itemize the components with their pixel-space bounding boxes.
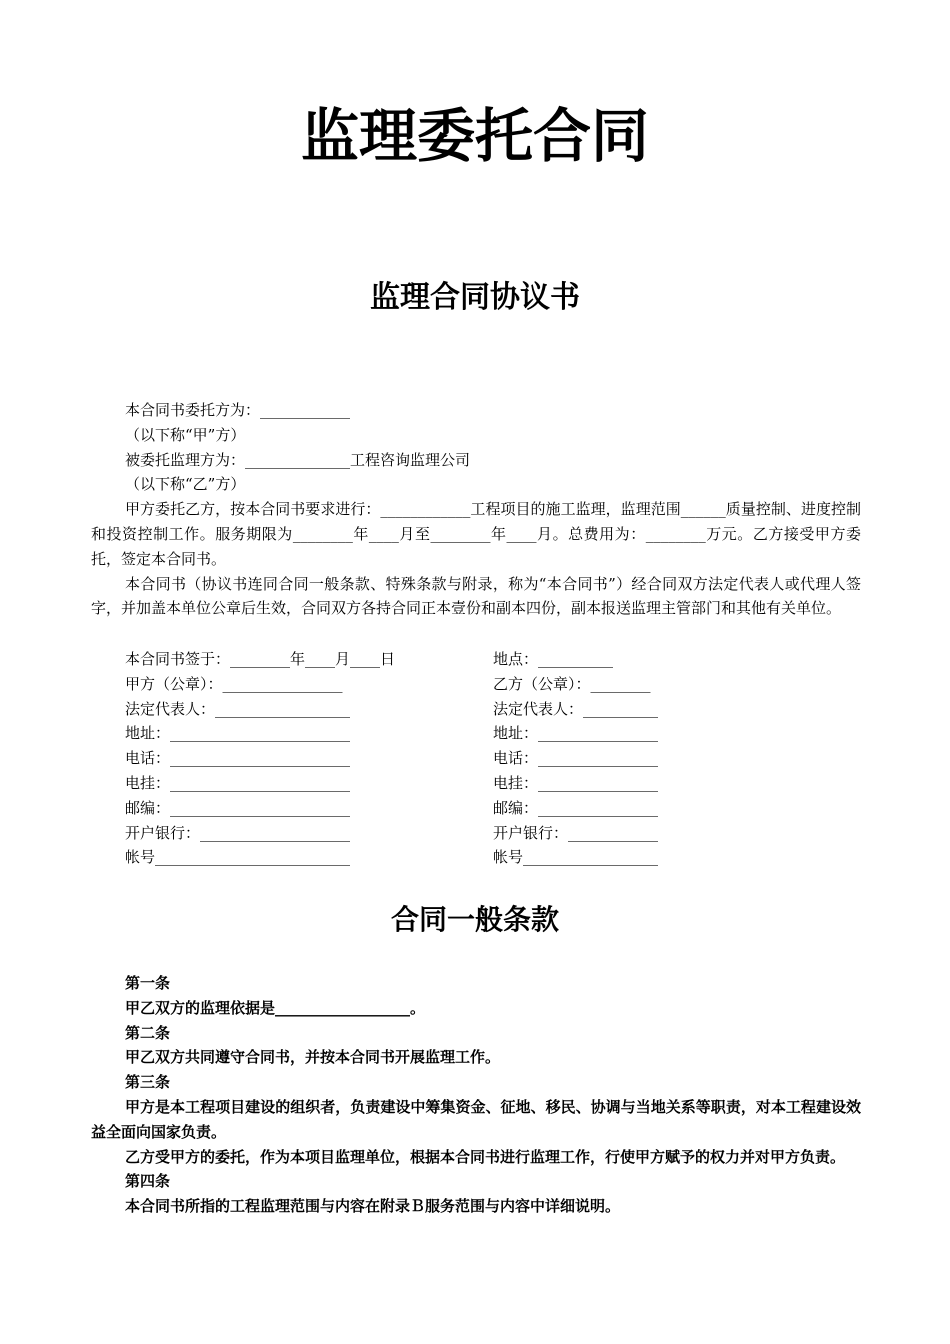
signature-row [125,796,865,821]
party-b-field: 电话：________________ [493,749,659,768]
signature-block [125,647,865,870]
general-terms-heading: 合同一般条款 [390,903,559,936]
clause-line: 甲方是本工程项目建设的组织者，负责建设中筹集资金、征地、移民、协调与当地关系等职责，对本工程建设效益全面向国家负责。 [91,1097,861,1141]
party-a-field: 甲方（公章）：________________ [125,674,343,693]
party-a-field: 法定代表人：__________________ [125,699,351,718]
clause-line: 本合同书所指的工程监理范围与内容在附录Ｂ服务范围与内容中详细说明。 [125,1197,621,1216]
party-b-field: 地点：__________ [493,650,614,668]
party-a-field: 开户银行：____________________ [125,823,351,842]
clause-line: 第三条 [125,1073,171,1092]
signature-row [125,721,865,746]
signature-row [125,697,865,722]
general-terms [91,971,861,1219]
intro-paragraph: 被委托监理方为：______________工程咨询监理公司 [125,450,471,469]
agreement-subtitle: 监理合同协议书 [370,280,580,315]
signature-row [125,821,865,846]
party-a-field: 邮编：________________________ [125,798,351,817]
signature-row [125,746,865,771]
party-b-field: 开户银行：____________ [493,823,659,842]
signature-row [125,672,865,697]
clause-line: 甲乙双方的监理依据是__________________。 [125,998,426,1017]
party-a-field: 帐号__________________________ [125,848,351,867]
clause-line: 乙方受甲方的委托，作为本项目监理单位，根据本合同书进行监理工作，行使甲方赋予的权力并对甲方负责。 [125,1147,846,1166]
party-b-field: 电挂：________________ [493,773,659,792]
signature-row [125,647,865,672]
party-a-field: 地址：________________________ [125,724,351,743]
party-b-field: 法定代表人：__________ [493,699,659,718]
intro-paragraph: 甲方委托乙方，按本合同书要求进行：____________工程项目的施工监理，监理范围______质量控制、进度控制和投资控制工作。服务期限为________年____月至________年____月。总费用为：________万元。乙方接受甲方委托，签定本合同书。 [91,500,861,568]
party-b-field: 乙方（公章）：________ [493,674,651,693]
party-a-field: 电话：________________________ [125,749,351,768]
agreement-intro [91,398,861,621]
party-b-field: 邮编：________________ [493,798,659,817]
intro-paragraph: 本合同书（协议书连同合同一般条款、特殊条款与附录，称为“本合同书”）经合同双方法定代表人或代理人签字，并加盖本单位公章后生效，合同双方各持合同正本壹份和副本四份，副本报送监理主管部门和其他有关单位。 [91,574,861,618]
signature-row [125,845,865,870]
clause-line: 第二条 [125,1023,171,1042]
clause-line: 第一条 [125,974,171,992]
intro-paragraph: 本合同书委托方为：____________ [125,401,351,419]
party-a-field: 电挂：________________________ [125,773,351,792]
party-b-field: 地址：________________ [493,724,659,743]
intro-paragraph: （以下称“乙”方） [125,475,246,494]
signature-row [125,771,865,796]
intro-paragraph: （以下称“甲”方） [125,425,246,444]
clause-line: 第四条 [125,1172,171,1191]
party-b-field: 帐号__________________ [493,848,659,867]
document-title: 监理委托合同 [300,102,649,170]
clause-line: 甲乙双方共同遵守合同书，并按本合同书开展监理工作。 [125,1048,501,1067]
party-a-field: 本合同书签于：________年____月____日 [125,650,396,668]
